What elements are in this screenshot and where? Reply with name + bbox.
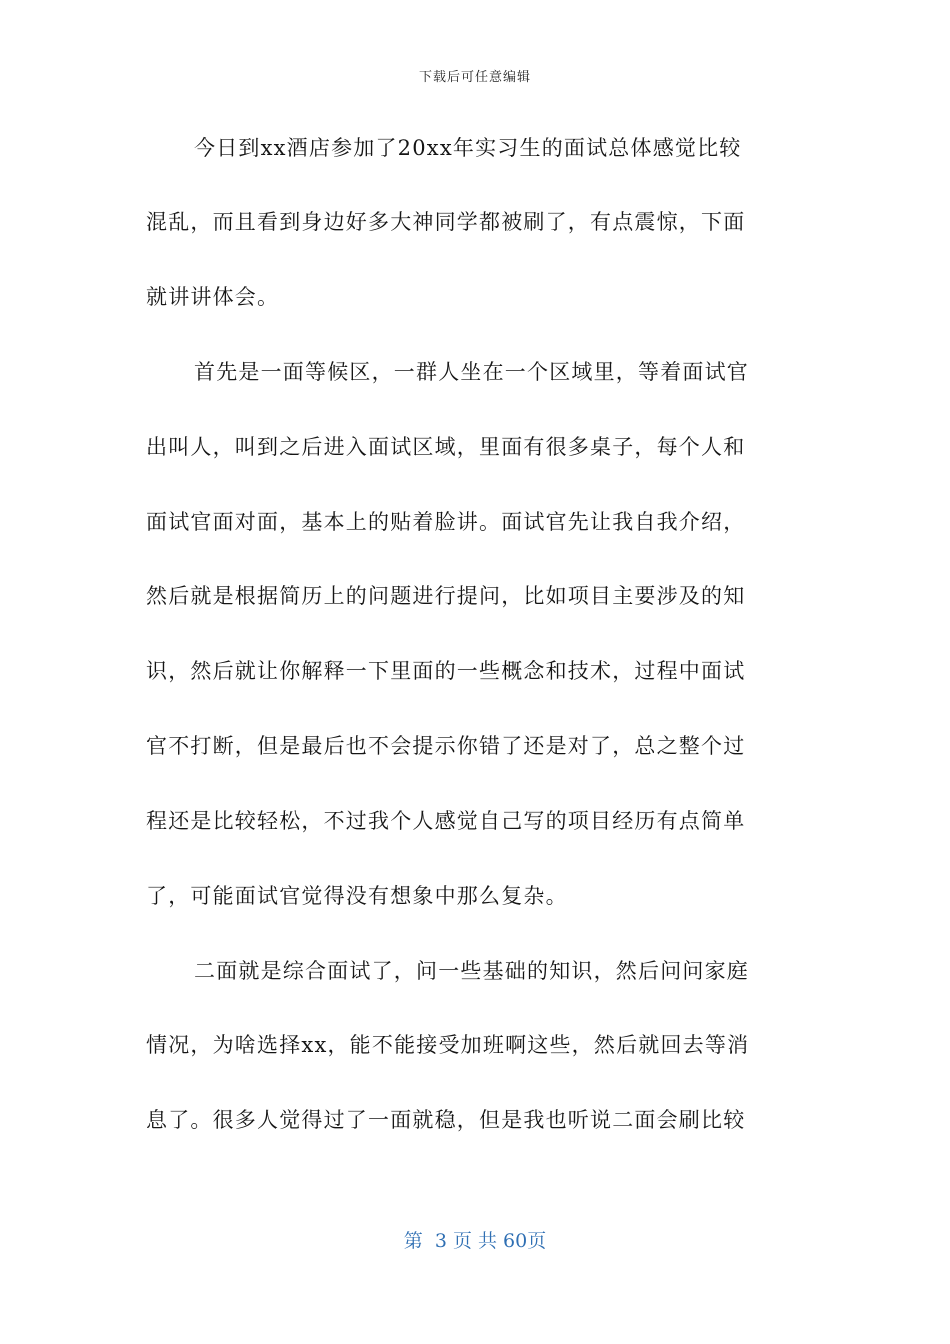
paragraph-2-line-2: 出叫人，叫到之后进入面试区域，里面有很多桌子，每个人和 [146,435,746,459]
paragraph-1-line-1: 今日到xx酒店参加了20xx年实习生的面试总体感觉比较 [194,136,742,160]
paragraph-2-line-8: 了，可能面试官觉得没有想象中那么复杂。 [146,884,568,908]
paragraph-2-line-6: 官不打断，但是最后也不会提示你错了还是对了，总之整个过 [146,734,746,758]
paragraph-2-line-1: 首先是一面等候区，一群人坐在一个区域里，等着面试官 [194,360,749,384]
paragraph-2-line-5: 识，然后就让你解释一下里面的一些概念和技术，过程中面试 [146,659,746,683]
page-number-footer: 第 3 页 共 60页 [403,1230,547,1252]
paragraph-3-line-1: 二面就是综合面试了，问一些基础的知识，然后问问家庭 [194,959,749,983]
paragraph-1-line-3: 就讲讲体会。 [146,285,280,309]
paragraph-3-line-3: 息了。很多人觉得过了一面就稳，但是我也听说二面会刷比较 [146,1108,746,1132]
header-note: 下载后可任意编辑 [418,70,531,85]
paragraph-2-line-3: 面试官面对面，基本上的贴着脸讲。面试官先让我自我介绍， [146,510,746,534]
paragraph-3-line-2: 情况，为啥选择xx，能不能接受加班啊这些，然后就回去等消 [146,1033,750,1057]
paragraph-2-line-4: 然后就是根据简历上的问题进行提问，比如项目主要涉及的知 [146,584,746,608]
paragraph-1-line-2: 混乱，而且看到身边好多大神同学都被刷了，有点震惊，下面 [146,210,746,234]
paragraph-2-line-7: 程还是比较轻松，不过我个人感觉自己写的项目经历有点简单 [146,809,746,833]
